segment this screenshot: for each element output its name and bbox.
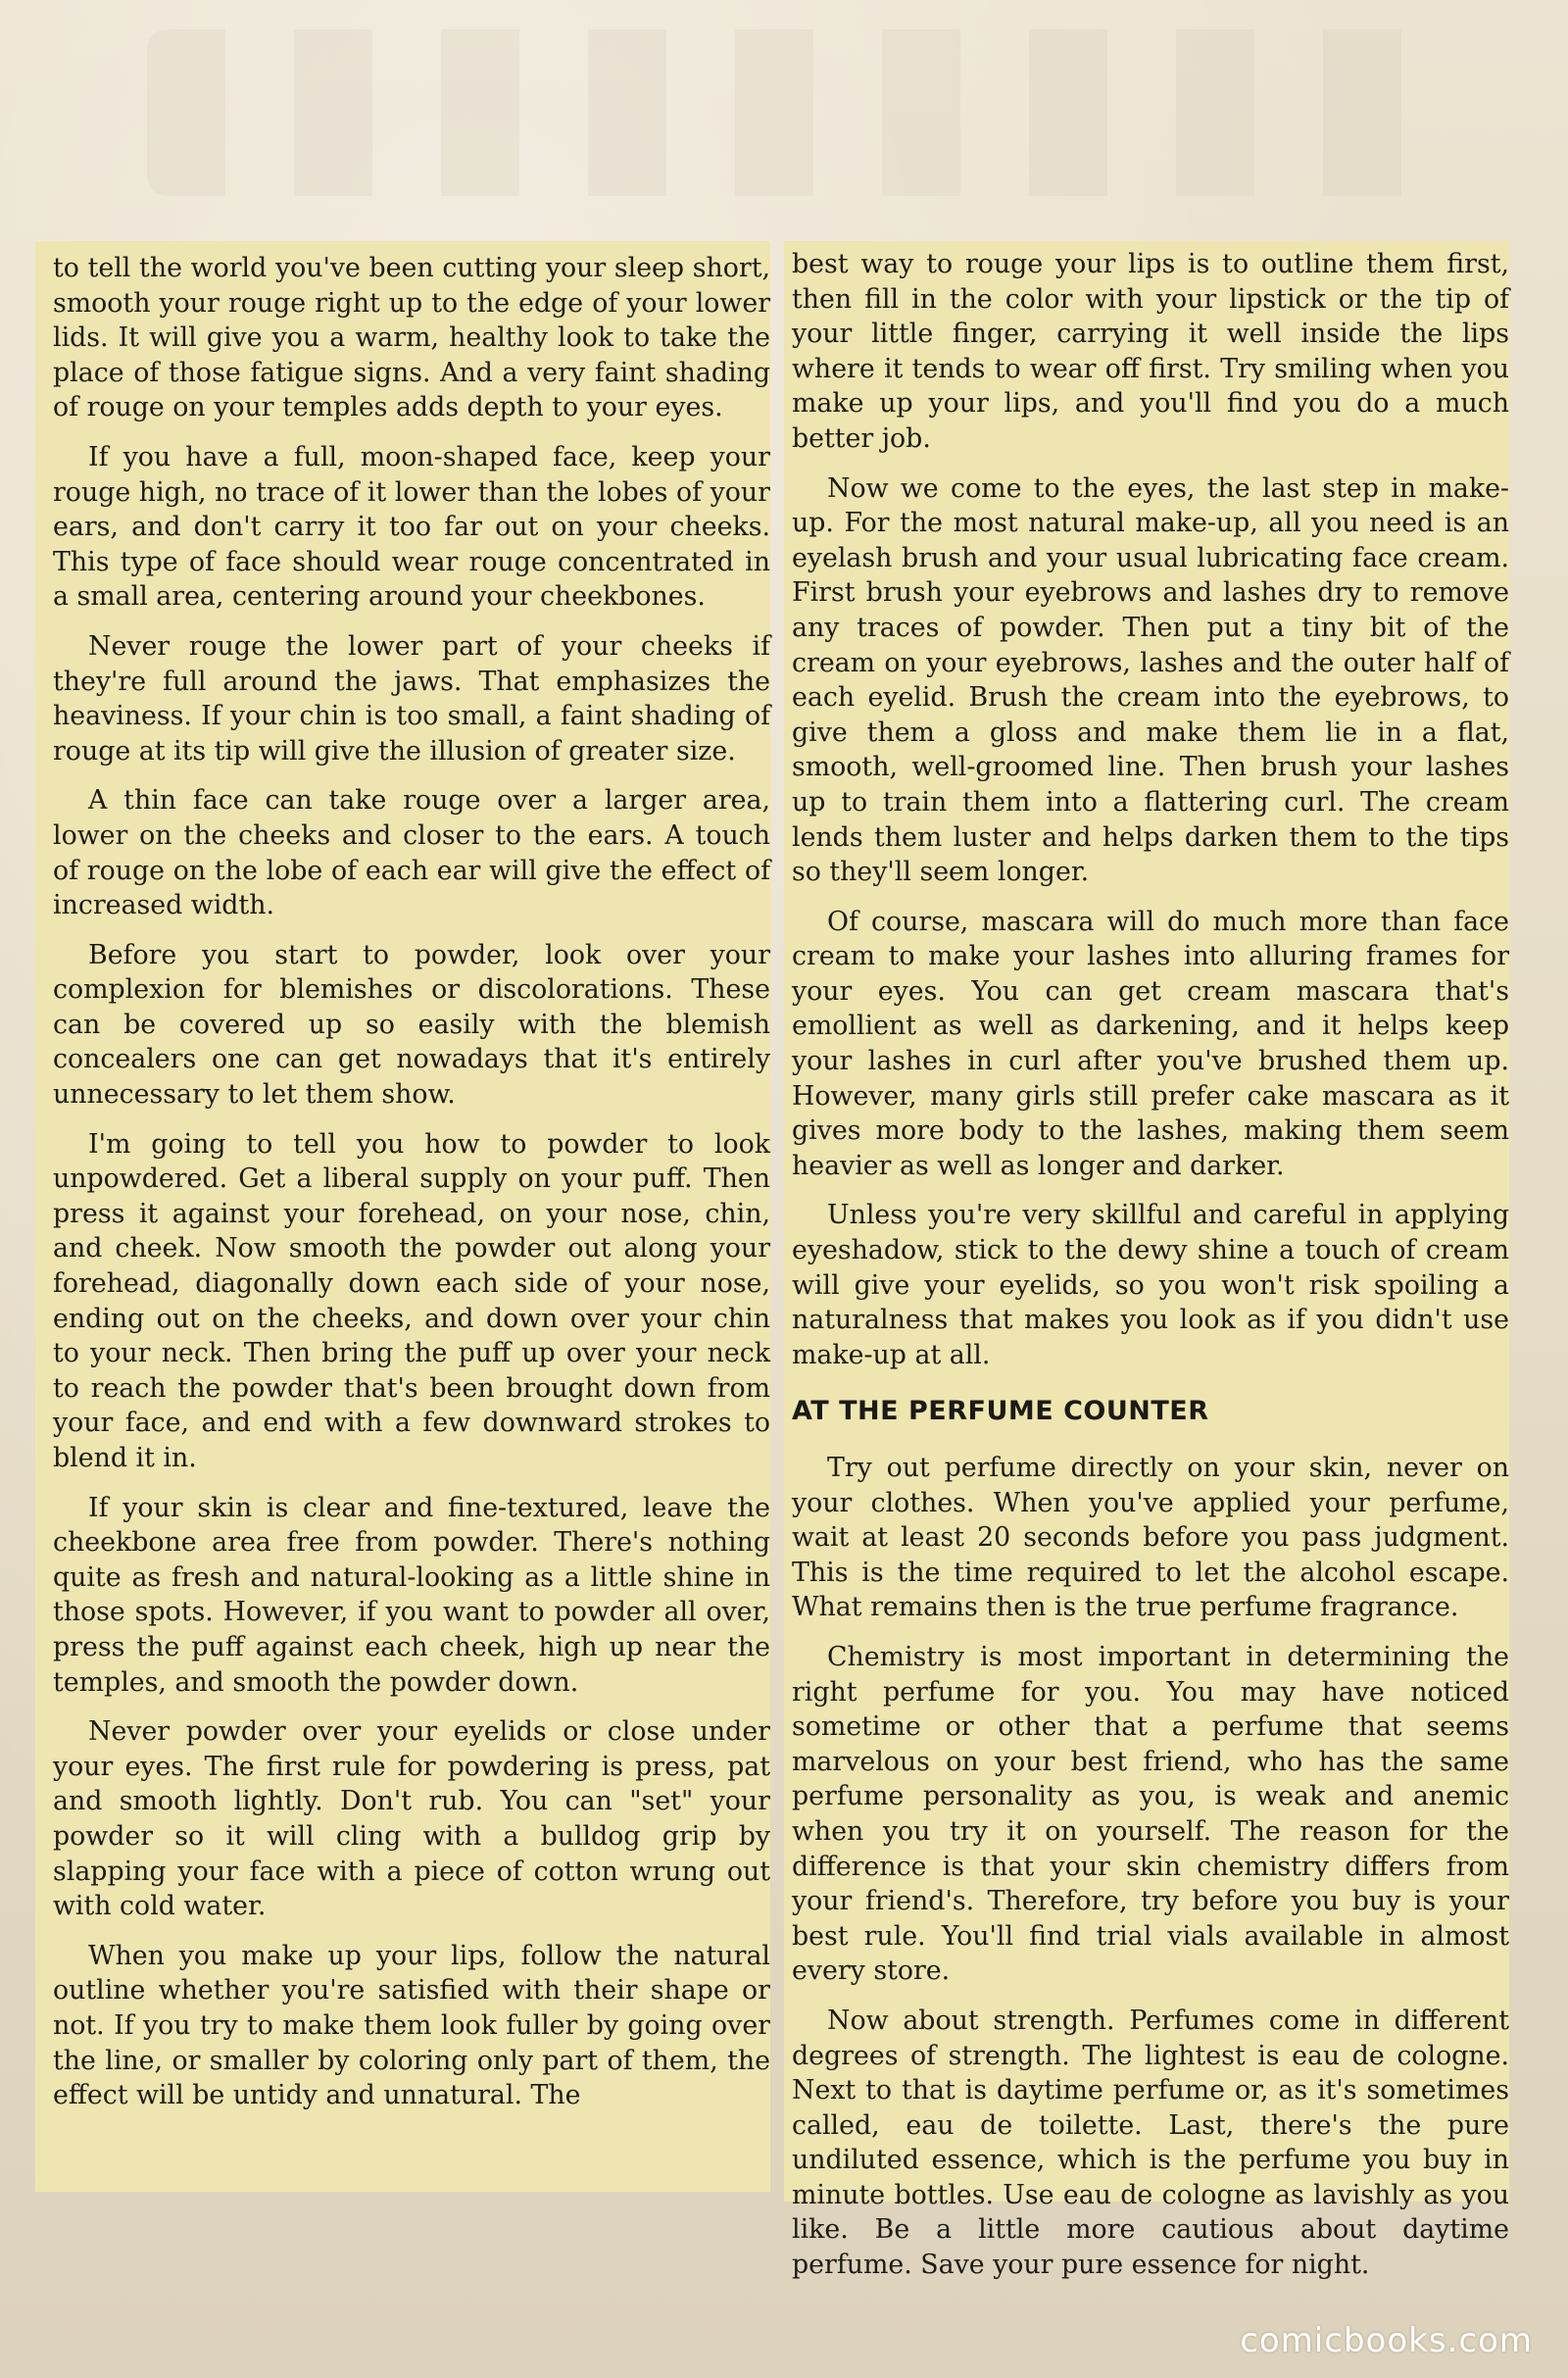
paragraph: Before you start to powder, look over your complexion for blemishes or discolorations. These can be covered up so easily with the blemish concealers one can get nowadays that it's entirely unnecessary to let them show. [53, 939, 770, 1111]
paragraph: to tell the world you've been cutting your sleep short, smooth your rouge right up to the edge of your lower lids. It will give you a warm, healthy look to take the place of those fatigue signs. And a very faint shading of rouge on your temples adds depth to your eyes. [53, 253, 770, 423]
paragraph: Never rouge the lower part of your cheeks if they're full around the jaws. That emphasizes the heaviness. If your chin is too small, a faint shading of rouge at its tip will give the illusion of greater size. [53, 630, 770, 767]
paragraph: Unless you're very skillful and careful in applying eyeshadow, stick to the dewy shine a touch of cream will give your eyelids, so you won't risk spoiling a naturalness that makes you look as if you didn't use make-up at all. [792, 1200, 1509, 1370]
paragraph: When you make up your lips, follow the natural outline whether you're satisfied with their shape or not. If you try to make them look fuller by going over the line, or smaller by coloring only part of them, the effect will be untidy and unnatural. The [53, 1940, 770, 2111]
paragraph: If you have a full, moon-shaped face, keep your rouge high, no trace of it lower than the lobes of your ears, and don't carry it too far out on your cheeks. This type of face should wear rouge concentrated in a small area, centering around your cheekbones. [53, 441, 770, 613]
paragraph: Chemistry is most important in determining the right perfume for you. You may have noticed sometime or other that a perfume that seems marvelous on your best friend, who has the same perfume personality as you, is weak and anemic when you try it on yourself. The reason for the difference is that your skin chemistry differs from your friend's. Therefore, try before you buy is your best rule. You'll find trial vials available in almost every store. [792, 1641, 1509, 1987]
section-heading: AT THE PERFUME COUNTER [792, 1396, 1209, 1427]
paragraph: Try out perfume directly on your skin, never on your clothes. When you've applied your perfume, wait at least 20 seconds before you pass judgment. This is the time required to let the alcohol escape. What remains then is the true perfume fragrance. [792, 1453, 1509, 1623]
paragraph: best way to rouge your lips is to outline them first, then fill in the color with your lipstick or the tip of your little finger, carrying it well inside the lips where it tends to wear off first. Try smiling when you make up your lips, and you'll find you do a much better job. [792, 249, 1509, 454]
paragraph: A thin face can take rouge over a larger area, lower on the cheeks and closer to the ears. A touch of rouge on the lobe of each ear will give the effect of increased width. [53, 785, 770, 921]
faded-header-artwork [147, 29, 1470, 196]
watermark: comicbooks.com [1240, 2321, 1533, 2360]
paragraph: If your skin is clear and fine-textured, leave the cheekbone area free from powder. There's nothing quite as fresh and natural-looking as a little shine in those spots. However, if you want to powder all over, press the puff against each cheek, high up near the temples, and smooth the powder down. [53, 1492, 770, 1698]
paragraph: Never powder over your eyelids or close under your eyes. The first rule for powdering is press, pat and smooth lightly. Don't rub. You can "set" your powder so it will cling with a bulldog grip by slapping your face with a piece of cotton wrung out with cold water. [53, 1716, 770, 1922]
paragraph: I'm going to tell you how to powder to look unpowdered. Get a liberal supply on your puff. Then press it against your forehead, on your nose, chin, and cheek. Now smooth the powder out along your forehead, diagonally down each side of your nose, ending out on the cheeks, and down over your chin to your neck. Then bring the puff up over your neck to reach the powder that's been brought down from your face, and end with a few downward strokes to blend it in. [53, 1128, 770, 1473]
paragraph: Now we come to the eyes, the last step in make-up. For the most natural make-up, all you need is an eyelash brush and your usual lubricating face cream. First brush your eyebrows and lashes dry to remove any traces of powder. Then put a tiny bit of the cream on your eyebrows, lashes and the outer half of each eyelid. Brush the cream into the eyebrows, to give them a gloss and make them lie in a flat, smooth, well-groomed line. Then brush your lashes up to train them into a flattering curl. The cream lends them luster and helps darken them to the tips so they'll seem longer. [792, 472, 1509, 888]
paragraph: Of course, mascara will do much more than face cream to make your lashes into alluring frames for your eyes. You can get cream mascara that's emollient as well as darkening, and it helps keep your lashes in curl after you've brushed them up. However, many girls still prefer cake mascara as it gives more body to the lashes, making them seem heavier as well as longer and darker. [792, 906, 1509, 1181]
paragraph: Now about strength. Perfumes come in different degrees of strength. The lightest is eau de cologne. Next to that is daytime perfume or, as it's sometimes called, eau de toilette. Last, there's the pure undiluted essence, which is the perfume you buy in minute bottles. Use eau de cologne as lavishly as you like. Be a little more cautious about daytime perfume. Save your pure essence for night. [792, 2005, 1509, 2281]
left-column [35, 241, 770, 2192]
right-column [784, 241, 1509, 2281]
